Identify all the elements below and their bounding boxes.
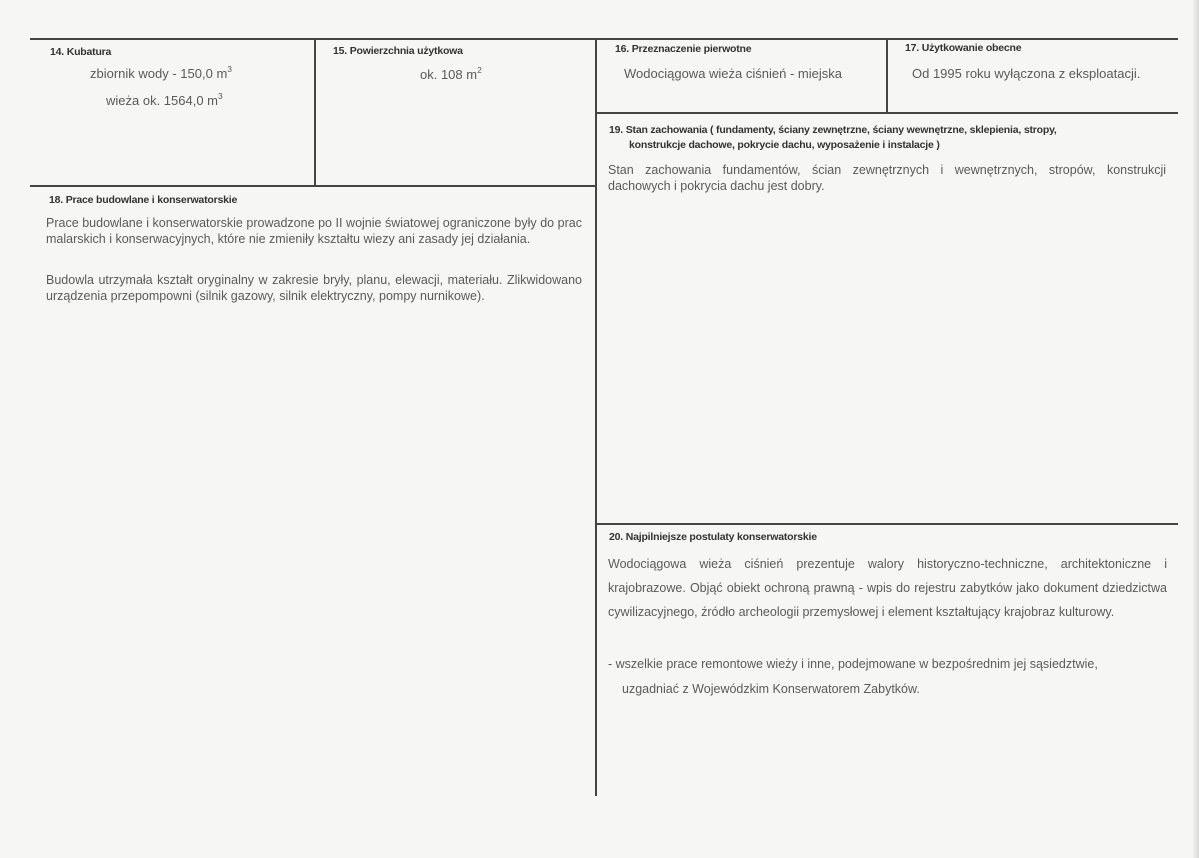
s14-line1-sup: 3 — [227, 63, 233, 74]
s14-line2-text: wieża ok. 1564,0 m — [106, 93, 219, 108]
top-rule — [30, 38, 1178, 40]
s18-paragraph-2: Budowla utrzymała kształt oryginalny w zakresie bryły, planu, elewacji, materiału. Zlikwidowano urządzenia przepompowni (silnik gazowy, silnik elektryczny, pompy nurnikowe). — [46, 273, 582, 303]
s17-value: Od 1995 roku wyłączona z eksploatacji. — [912, 66, 1141, 81]
s18-paragraph-1: Prace budowlane i konserwatorskie prowadzone po II wojnie światowej ograniczone były do prac malarskich i konserwacyjnych, które nie zmieniły kształtu wiezy ani zasady jej działania. — [46, 216, 582, 246]
s15-value-text: ok. 108 m — [420, 67, 478, 82]
s20-title: 20. Najpilniejsze postulaty konserwatorskie — [609, 531, 817, 543]
s14-line2 — [106, 90, 223, 109]
rule-above-20 — [595, 523, 1178, 525]
paper-edge — [1193, 0, 1199, 858]
s16-value: Wodociągowa wieża ciśnień - miejska — [624, 66, 842, 81]
s19-title-line1: 19. Stan zachowania ( fundamenty, ściany zewnętrzne, ściany wewnętrzne, sklepienia, stropy, — [609, 124, 1057, 136]
s15-title: 15. Powierzchnia użytkowa — [333, 45, 463, 57]
s14-title: 14. Kubatura — [50, 46, 112, 58]
s14-line1-text: zbiornik wody - 150,0 m — [90, 66, 228, 81]
s15-value — [420, 64, 482, 83]
s19-title-line2: konstrukcje dachowe, pokrycie dachu, wyposażenie i instalacje ) — [629, 139, 940, 151]
s18-title: 18. Prace budowlane i konserwatorskie — [49, 194, 238, 206]
s14-line1 — [90, 63, 233, 82]
s19-text: Stan zachowania fundamentów, ścian zewnętrznych i wewnętrznych, stropów, konstrukcji dachowych i pokrycia dachu jest dobry. — [608, 163, 1166, 193]
s20-paragraph-1: Wodociągowa wieża ciśnień prezentuje walory historyczno-techniczne, architektoniczne i krajobrazowe. Objąć obiekt ochroną prawną - wpis do rejestru zabytków jako dokument dziedzictwa cywilizacyjnego, źródło archeologii przemysłowej i element kształtujący krajobraz kulturowy. — [608, 557, 1167, 619]
s15-value-sup: 2 — [477, 64, 482, 75]
s20-paragraph-2-line2: uzgadniać z Wojewódzkim Konserwatorem Zabytków. — [622, 682, 920, 696]
s20-paragraph-2-line1: - wszelkie prace remontowe wieży i inne, podejmowane w bezpośrednim jej sąsiedztwie, — [608, 657, 1098, 671]
divider-center — [595, 38, 597, 796]
s17-title: 17. Użytkowanie obecne — [905, 42, 1022, 54]
s14-line2-sup: 3 — [218, 90, 223, 101]
s16-title: 16. Przeznaczenie pierwotne — [615, 43, 752, 55]
divider-16-17 — [886, 38, 888, 114]
divider-14-15 — [314, 38, 316, 187]
